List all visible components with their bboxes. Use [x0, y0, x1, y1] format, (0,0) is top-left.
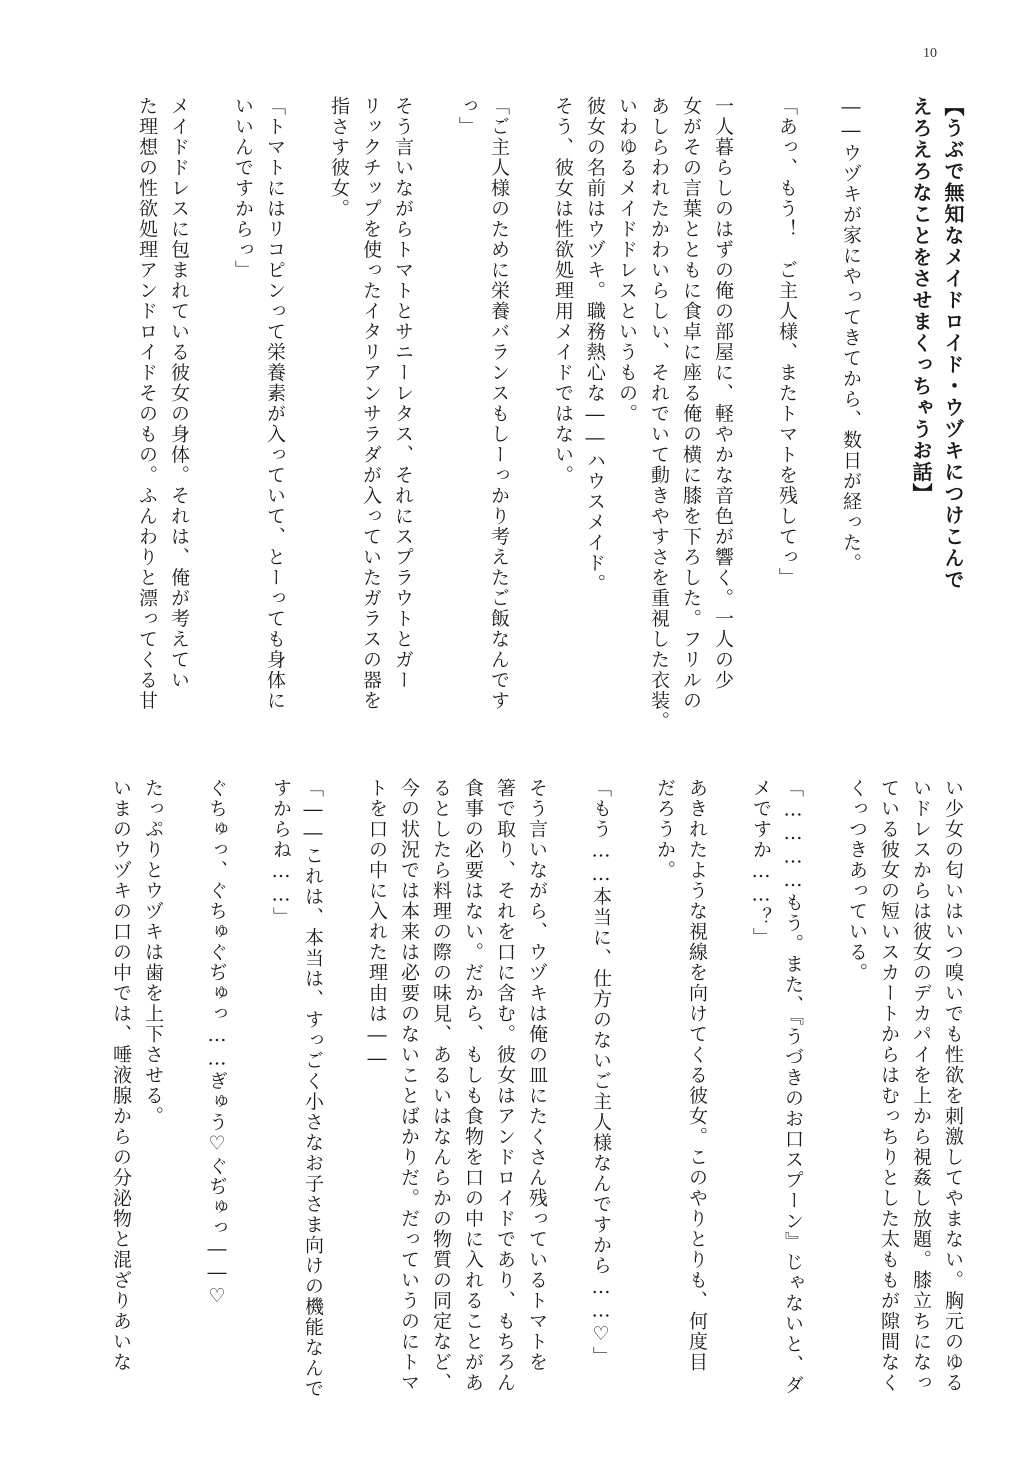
- text-line: 今の状況では本来は必要のないことばかりだ。だっていうのにトマ: [398, 778, 420, 1393]
- text-line: 箸で取り、それを口に含む。彼女はアンドロイドであり、もちろん: [494, 778, 516, 1393]
- text-line: [329, 778, 361, 1408]
- text-line: るとしたら料理の際の味見、あるいはなんらかの物質の同定など、: [430, 778, 452, 1393]
- text-line: ぐちゅっ、ぐちゅぐぢゅっ……ぎゅう♡ぐぢゅっ――♡: [206, 778, 228, 1309]
- title-line: 【うぶで無知なメイドロイド・ウヅキにつけこんで: [941, 96, 965, 591]
- text-line: 彼女の名前はウヅキ。職務熱心な――ハウスメイド。: [584, 96, 606, 594]
- text-line: そう言いながら、ウヅキは俺の皿にたくさん残っているトマトを: [526, 778, 548, 1373]
- upper-text-block: [131, 96, 969, 732]
- text-line: 一人暮らしのはずの俺の部屋に、軽やかな音色が響く。一人の少: [712, 96, 734, 691]
- text-line: ――ウヅキが家にやってきてから、数日が経った。: [840, 96, 862, 574]
- text-line: [169, 778, 201, 1408]
- text-line: すからね……」: [270, 778, 292, 928]
- text-line: そう言いながらトマトとサニーレタス、それにスプラウトとガー: [392, 96, 414, 691]
- text-line: 「トマトにはリコピンって栄養素が入っていて、とーっても身体に: [264, 96, 286, 711]
- text-line: [803, 96, 835, 716]
- text-line: そう、彼女は性欲処理用メイドではない。: [552, 96, 574, 486]
- text-line: [291, 96, 323, 716]
- text-line: い少女の匂いはいつ嗅いでも性欲を刺激してやまない。胸元のゆる: [942, 778, 964, 1393]
- text-line: [617, 778, 649, 1408]
- title-line: えろえろなことをさせまくっちゃうお話】: [909, 96, 933, 505]
- text-line: あきれたような視線を向けてくる彼女。このやりとりも、何度目: [686, 778, 708, 1373]
- upper-body-text: [131, 96, 867, 732]
- text-line: 指さす彼女。: [328, 96, 350, 219]
- text-line: いわゆるメイドドレスというもの。: [616, 96, 638, 424]
- text-line: たっぷりとウヅキは歯を上下させる。: [142, 778, 164, 1127]
- text-line: [419, 96, 451, 716]
- text-line: 「もう……本当に、仕方のないご主人様なんですから……♡」: [590, 778, 612, 1367]
- chapter-title: [905, 96, 969, 716]
- text-line: [233, 778, 265, 1408]
- text-line: [553, 778, 585, 1408]
- text-line: [713, 778, 745, 1408]
- text-line: リックチップを使ったイタリアンサラダが入っていたガラスの器を: [360, 96, 382, 711]
- text-line: [809, 778, 841, 1408]
- text-line: いいんですからっ」: [232, 96, 254, 281]
- text-line: いまのウヅキの口の中では、唾液腺からの分泌物と混ざりあいな: [110, 778, 132, 1373]
- text-line: いドレスからは彼女のデカパイを上から視姦し放題。膝立ちになっ: [910, 778, 932, 1393]
- text-line: あしらわれたかわいらしい、それでいて動きやすさを重視した衣装。: [648, 96, 670, 732]
- lower-body-text: [105, 778, 969, 1408]
- text-line: ている彼女の短いスカートからはむっちりとした太ももが隙間なく: [878, 778, 900, 1393]
- text-line: 食事の必要はない。だから、もしも食物を口の中に入れることがあ: [462, 778, 484, 1393]
- text-line: [739, 96, 771, 716]
- text-line: くっつきあっている。: [846, 778, 868, 983]
- text-line: っ」: [456, 96, 478, 137]
- page-number: 10: [923, 46, 937, 61]
- text-line: 「…………もう。また、『うづきのお口スプーン』じゃないと、ダ: [782, 778, 804, 1396]
- text-line: [515, 96, 547, 716]
- text-line: だろうか。: [654, 778, 676, 881]
- text-line: [195, 96, 227, 716]
- text-line: 「ご主人様のために栄養バランスもしーっかり考えたご飯なんです: [488, 96, 510, 711]
- text-line: メイドドレスに包まれている彼女の身体。それは、俺が考えてい: [168, 96, 190, 691]
- text-line: トを口の中に入れた理由は――: [366, 778, 388, 1071]
- text-line: た理想の性欲処理アンドロイドそのもの。ふんわりと漂ってくる甘: [136, 96, 158, 711]
- text-line: 「あっ、もう！ ご主人様、またトマトを残してっ」: [776, 96, 798, 588]
- text-line: 「――これは、本当は、すっごく小さなお子さま向けの機能なんで: [302, 778, 324, 1399]
- text-line: メですか……？」: [750, 778, 772, 948]
- lower-text-block: [105, 778, 969, 1408]
- text-line: 女がその言葉とともに食卓に座る俺の横に膝を下ろした。フリルの: [680, 96, 702, 711]
